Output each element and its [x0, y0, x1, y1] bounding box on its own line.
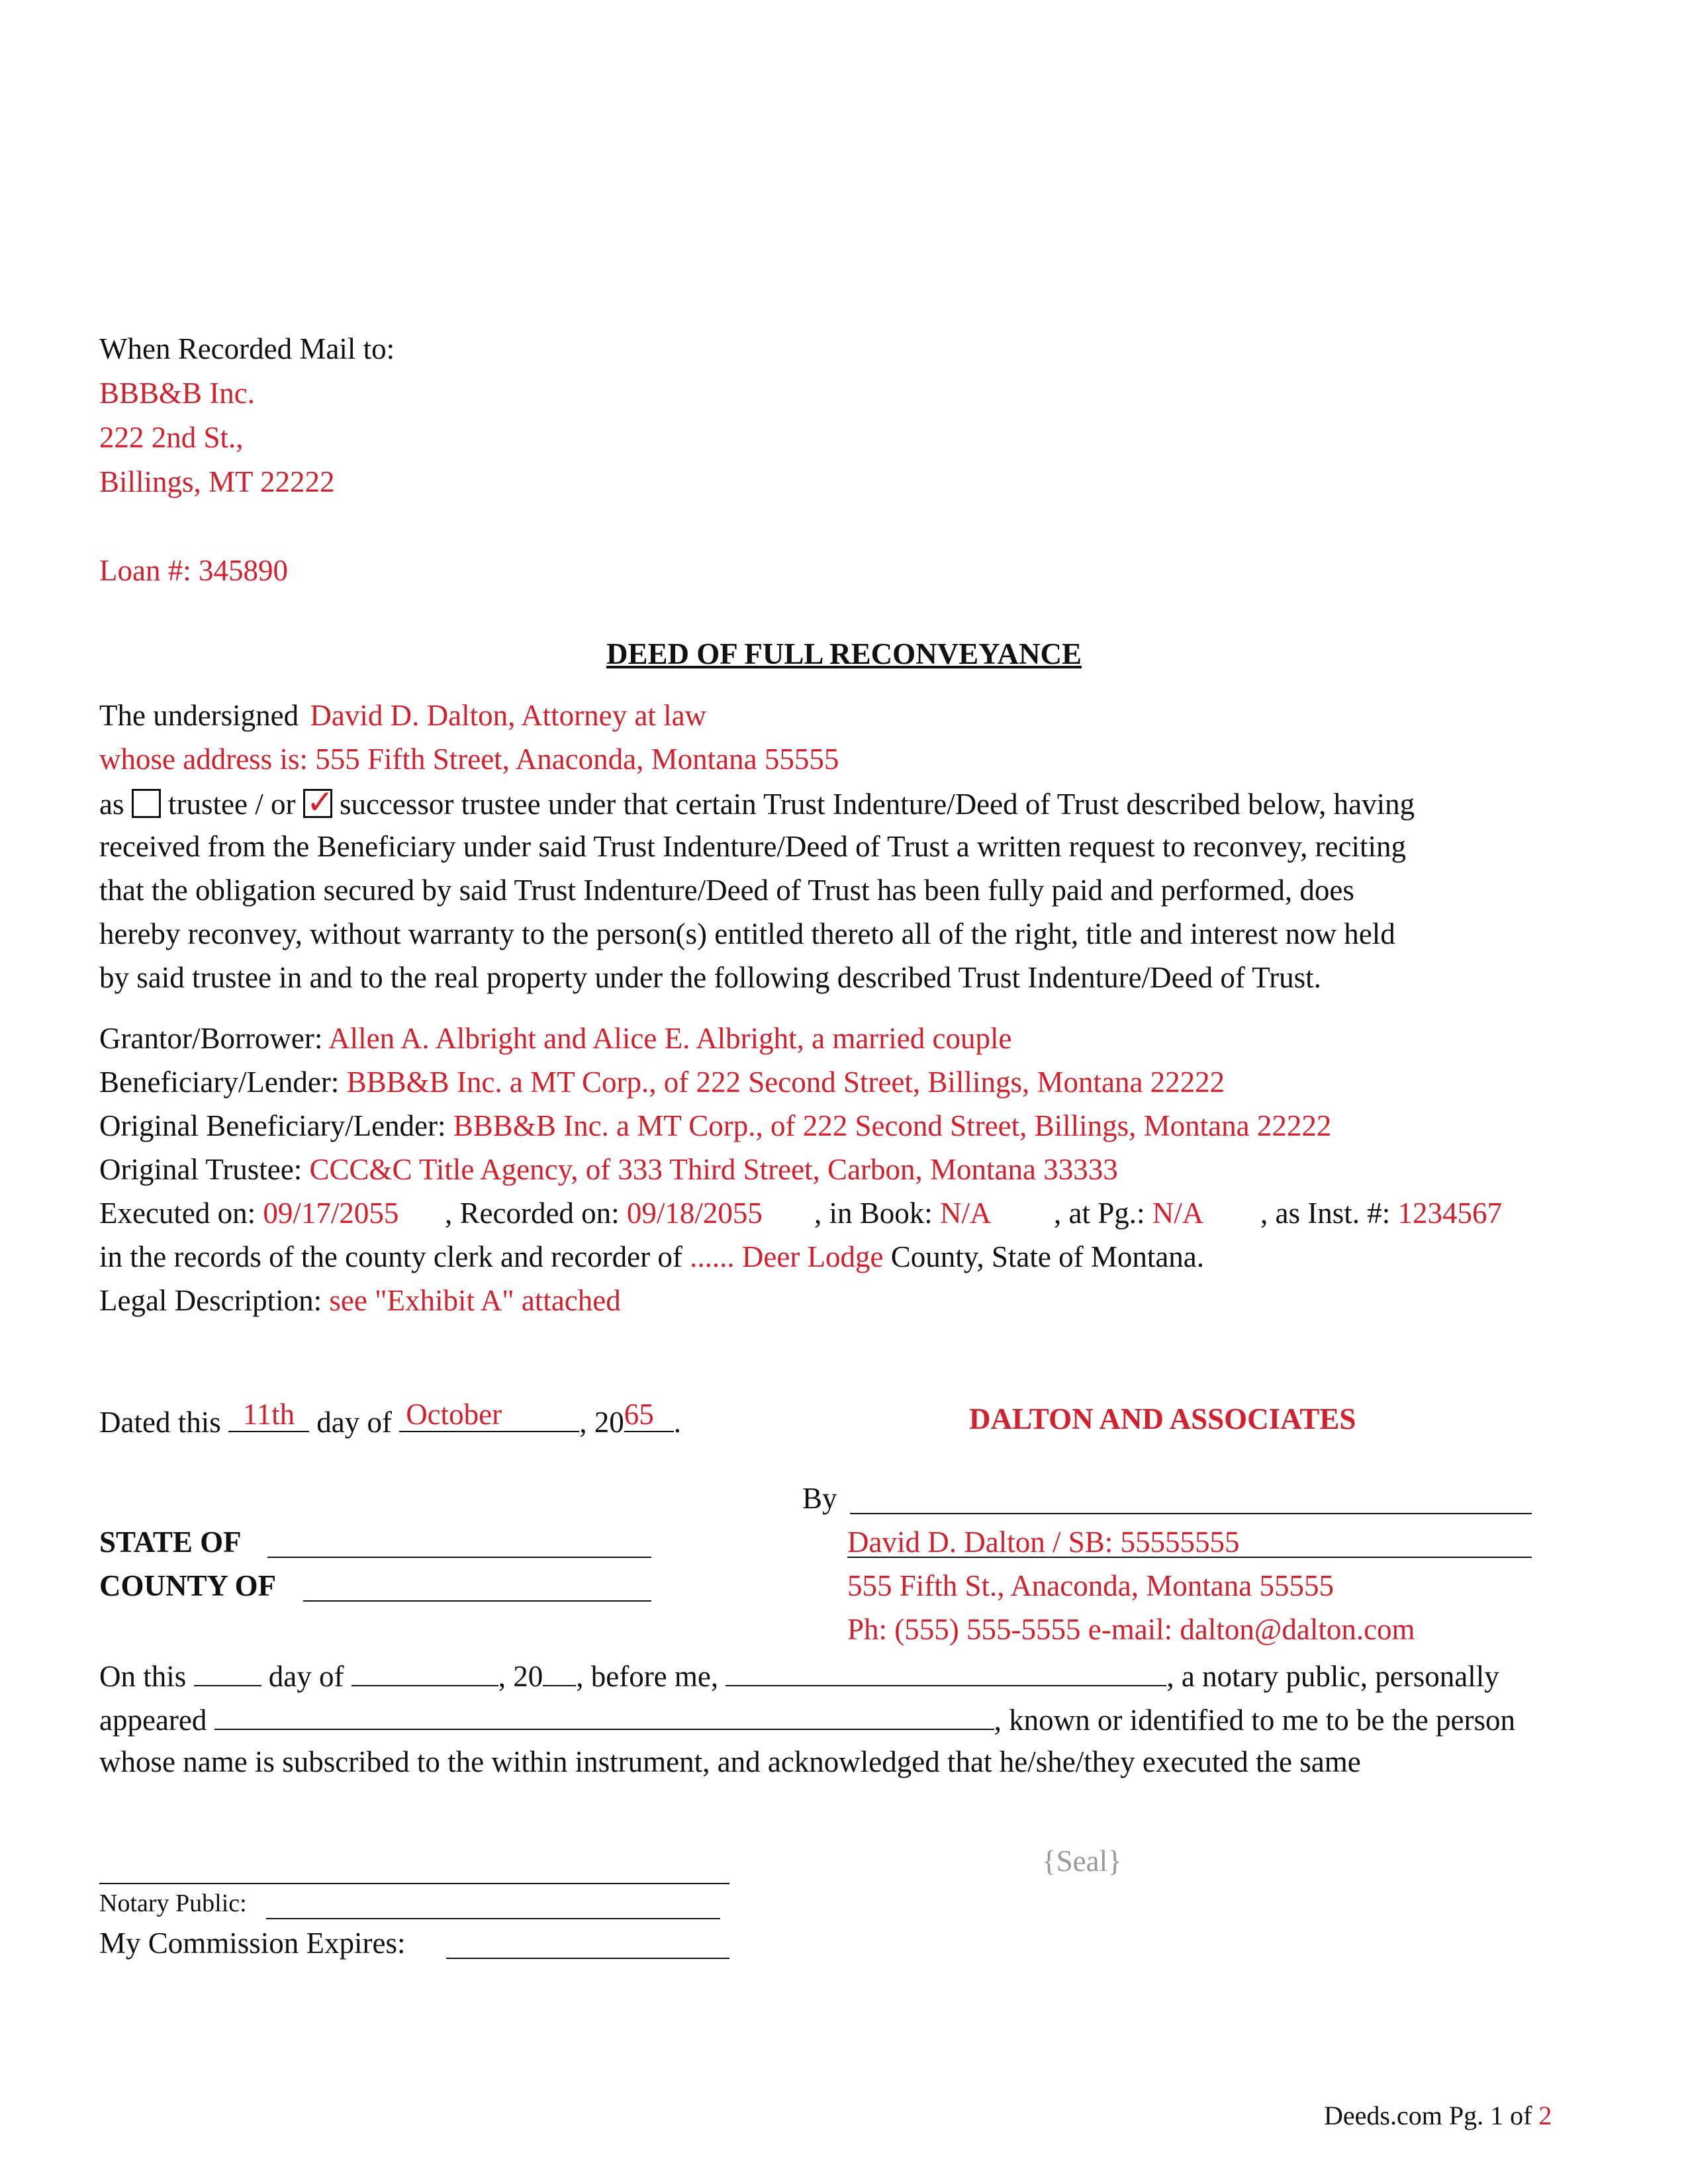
seal-placeholder: {Seal} [1042, 1844, 1122, 1878]
ack-line-3: whose name is subscribed to the within instrument, and acknowledged that he/she/they executed the same [99, 1745, 1361, 1778]
signer-name-underline [847, 1557, 1532, 1558]
executed-value: 09/17/2055 [263, 1197, 399, 1230]
legal-row [99, 1286, 621, 1316]
county-of-label: COUNTY OF [99, 1569, 277, 1602]
recorded-cell [445, 1199, 763, 1228]
body-line-3: that the obligation secured by said Trust Indenture/Deed of Trust has been fully paid and performed, does [99, 874, 1354, 907]
orig-beneficiary-row [99, 1111, 1331, 1141]
as-label: as [99, 788, 124, 821]
book-label: , in Book: [814, 1197, 933, 1230]
grantor-value: Allen A. Albright and Alice E. Albright, a married couple [328, 1022, 1012, 1055]
mail-to-name: BBB&B Inc. [99, 377, 256, 410]
county-value: ...... Deer Lodge [690, 1240, 884, 1273]
notary-signature-line[interactable] [99, 1883, 729, 1884]
notary-public-label: Notary Public: [99, 1889, 247, 1917]
trustee-checkbox[interactable] [132, 789, 161, 818]
orig-trustee-value: CCC&C Title Agency, of 333 Third Street, Carbon, Montana 33333 [309, 1153, 1118, 1186]
year-field[interactable] [624, 1398, 674, 1432]
page-cell [1054, 1199, 1203, 1228]
day-of-label: day of [316, 1406, 392, 1439]
mail-to-city: Billings, MT 22222 [99, 465, 335, 498]
address-line: whose address is: 555 Fifth Street, Anaconda, Montana 55555 [99, 743, 839, 776]
orig-beneficiary-label: Original Beneficiary/Lender: [99, 1109, 446, 1142]
successor-text: successor trustee under that certain Trust Indenture/Deed of Trust described below, having [339, 788, 1415, 821]
page-footer [1324, 2103, 1552, 2129]
executed-label: Executed on: [99, 1197, 256, 1230]
dated-row [99, 1398, 681, 1439]
records-suffix: County, State of Montana. [890, 1240, 1205, 1273]
beneficiary-label: Beneficiary/Lender: [99, 1066, 340, 1099]
by-label: By [802, 1482, 837, 1515]
trustee-line [99, 783, 1415, 821]
state-of-field[interactable] [267, 1557, 651, 1558]
undersigned-line [99, 701, 706, 731]
undersigned-label: The undersigned [99, 699, 299, 732]
ack-line-2 [99, 1704, 1515, 1735]
footer-total-pages: 2 [1538, 2101, 1552, 2130]
firm-name: DALTON AND ASSOCIATES [969, 1402, 1356, 1435]
ack-year-prefix: , 20 [498, 1660, 543, 1693]
signer-name: David D. Dalton / SB: 55555555 [847, 1525, 1240, 1559]
legal-label: Legal Description: [99, 1284, 322, 1317]
signature-line[interactable] [850, 1513, 1532, 1514]
ack-day-of: day of [268, 1660, 344, 1693]
legal-value: see "Exhibit A" attached [329, 1284, 621, 1317]
grantor-label: Grantor/Borrower: [99, 1022, 323, 1055]
ack-before-me: , before me, [576, 1660, 719, 1693]
successor-trustee-checkbox[interactable] [303, 783, 334, 821]
ack-on-this: On this [99, 1660, 187, 1693]
state-of-label: STATE OF [99, 1525, 242, 1559]
page-label: , at Pg.: [1054, 1197, 1145, 1230]
records-row [99, 1242, 1204, 1272]
notary-name-field[interactable] [726, 1660, 1166, 1686]
month-value: October [406, 1398, 502, 1431]
orig-trustee-label: Original Trustee: [99, 1153, 303, 1186]
ack-known: , known or identified to me to be the person [994, 1704, 1515, 1737]
mail-to-label: When Recorded Mail to: [99, 332, 395, 365]
page-value: N/A [1152, 1197, 1204, 1230]
orig-beneficiary-value: BBB&B Inc. a MT Corp., of 222 Second Street, Billings, Montana 22222 [453, 1109, 1332, 1142]
signer-address: 555 Fifth St., Anaconda, Montana 55555 [847, 1569, 1334, 1602]
document-title: DEED OF FULL RECONVEYANCE [606, 637, 1082, 670]
loan-number: Loan #: 345890 [99, 554, 288, 587]
day-field[interactable] [228, 1398, 309, 1432]
beneficiary-row [99, 1068, 1225, 1097]
beneficiary-value: BBB&B Inc. a MT Corp., of 222 Second Street, Billings, Montana 22222 [346, 1066, 1225, 1099]
day-value: 11th [242, 1398, 295, 1431]
recorded-label: , Recorded on: [445, 1197, 620, 1230]
inst-value: 1234567 [1397, 1197, 1502, 1230]
ack-notary-public: , a notary public, personally [1166, 1660, 1499, 1693]
book-value: N/A [940, 1197, 992, 1230]
commission-label: My Commission Expires: [99, 1927, 406, 1960]
signer-contact: Ph: (555) 555-5555 e-mail: dalton@dalton.com [847, 1613, 1415, 1646]
month-field[interactable] [399, 1398, 579, 1432]
commission-field[interactable] [446, 1958, 729, 1959]
ack-month-field[interactable] [352, 1660, 498, 1686]
body-line-4: hereby reconvey, without warranty to the person(s) entitled thereto all of the right, title and interest now held [99, 917, 1395, 950]
mail-to-street: 222 2nd St., [99, 421, 244, 454]
notary-public-field[interactable] [266, 1918, 720, 1919]
year-prefix: , 20 [579, 1406, 624, 1439]
appeared-name-field[interactable] [214, 1704, 994, 1730]
recorded-value: 09/18/2055 [626, 1197, 763, 1230]
recording-row [99, 1199, 399, 1228]
body-line-5: by said trustee in and to the real property under the following described Trust Indenture/Deed of Trust. [99, 961, 1321, 994]
ack-day-field[interactable] [194, 1660, 261, 1686]
dated-suffix: . [673, 1406, 681, 1439]
undersigned-value: David D. Dalton, Attorney at law [310, 699, 707, 732]
trustee-label: trustee / or [168, 788, 296, 821]
dated-prefix: Dated this [99, 1406, 221, 1439]
year-value: 65 [624, 1398, 654, 1431]
inst-cell [1260, 1199, 1502, 1228]
book-cell [814, 1199, 992, 1228]
grantor-row [99, 1024, 1011, 1054]
body-line-2: received from the Beneficiary under said Trust Indenture/Deed of Trust a written request to reconvey, reciting [99, 830, 1407, 863]
inst-label: , as Inst. #: [1260, 1197, 1391, 1230]
notary-public-row [99, 1891, 247, 1916]
records-label: in the records of the county clerk and recorder of [99, 1240, 682, 1273]
county-of-field[interactable] [303, 1600, 651, 1602]
orig-trustee-row [99, 1155, 1118, 1185]
ack-appeared: appeared [99, 1704, 207, 1737]
footer-site: Deeds.com Pg. 1 of [1324, 2101, 1532, 2130]
ack-year-field[interactable] [543, 1660, 576, 1686]
ack-line-1 [99, 1660, 1499, 1692]
checkmark-icon: ✓ [306, 783, 334, 821]
